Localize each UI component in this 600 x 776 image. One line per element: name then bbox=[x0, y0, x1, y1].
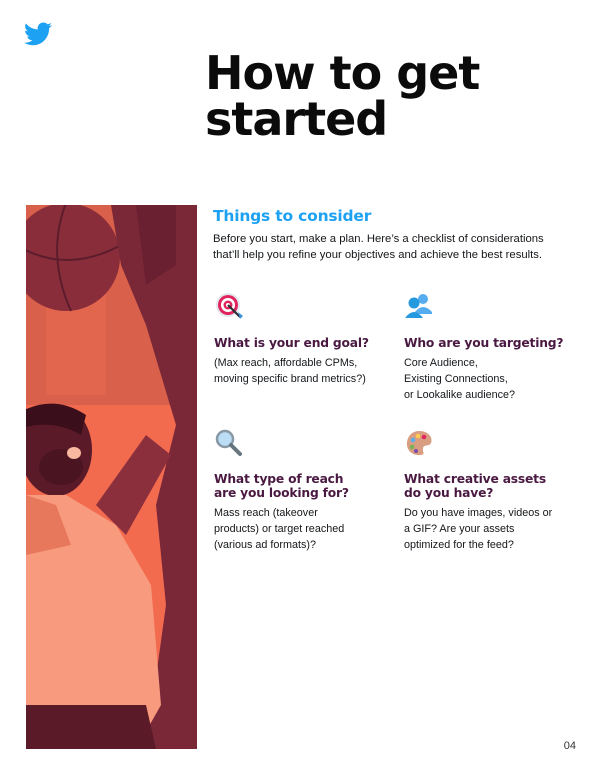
twitter-bird-icon bbox=[24, 22, 52, 46]
answer-text: Mass reach (takeover products) or target reached (various ad formats)? bbox=[214, 507, 345, 551]
target-dart-icon bbox=[214, 290, 244, 320]
question-text: What type of reach are you looking for? bbox=[214, 472, 349, 500]
consideration-end-goal bbox=[214, 290, 392, 387]
palette-icon bbox=[404, 428, 434, 458]
page-number: 04 bbox=[563, 740, 576, 752]
section-intro: Before you start, make a plan. Here’s a checklist of considerations that’ll help you refine your objectives and achieve the best results. bbox=[213, 233, 544, 261]
consideration-targeting bbox=[404, 290, 582, 403]
consideration-creative bbox=[404, 428, 582, 553]
people-silhouette-icon bbox=[404, 290, 434, 320]
answer-text: Core Audience, Existing Connections, or Lookalike audience? bbox=[404, 357, 516, 401]
basketball-player-photo bbox=[26, 205, 197, 749]
answer-text: (Max reach, affordable CPMs, moving specific brand metrics?) bbox=[214, 357, 366, 385]
question-text: Who are you targeting? bbox=[404, 336, 564, 350]
page-title: How to get started bbox=[205, 46, 480, 146]
answer-text: Do you have images, videos or a GIF? Are your assets optimized for the feed? bbox=[404, 507, 553, 551]
question-text: What creative assets do you have? bbox=[404, 472, 546, 500]
section-title: Things to consider bbox=[213, 207, 372, 225]
consideration-reach bbox=[214, 428, 392, 553]
magnifying-glass-icon bbox=[214, 428, 244, 458]
question-text: What is your end goal? bbox=[214, 336, 369, 350]
